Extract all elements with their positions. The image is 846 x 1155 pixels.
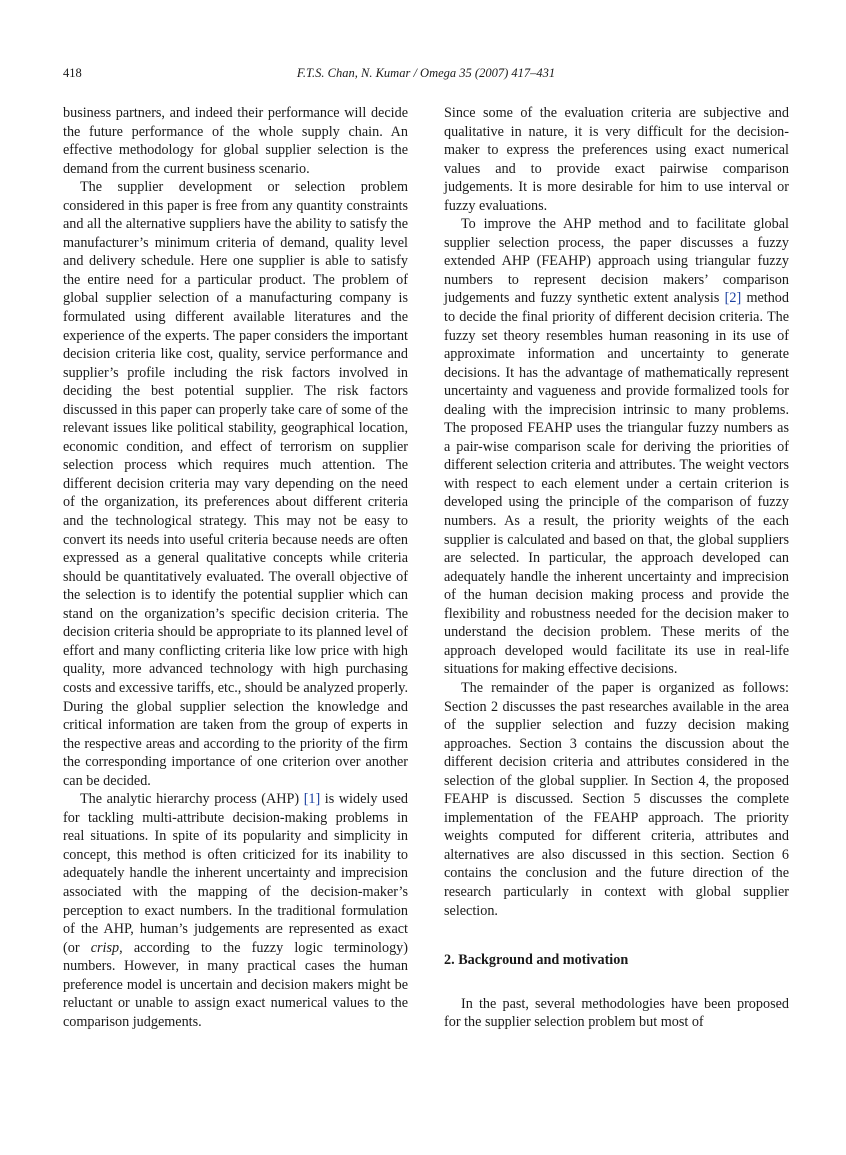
page-header — [63, 66, 789, 86]
text-span: is widely used for tackling multi-attribute decision-making problems in real situations. In spite of its popularity and simplicity in concept, this method is often criticized for its inability to adequately handle the inherent uncertainty and imprecision associated with the mapping of the decision-maker’s perception to exact numbers. In the traditional formulation of the AHP, human’s judgements are represented as exact (or — [63, 791, 408, 956]
text-span: method to decide the final priority of different decision criteria. The fuzzy set theory resembles human reasoning in its use of approximate information and uncertainty to generate decisions. It has the advantage of mathematically represent uncertainty and vagueness and provide formalized tools for dealing with the imprecision intrinsic to many problems. The proposed FEAHP uses the triangular fuzzy numbers as a pair-wise comparison scale for deriving the priorities of different selection criteria and attributes. The weight vectors with respect to each element under a certain criterion is developed using the principle of the comparison of fuzzy numbers. As a result, the priority weights of the each supplier is calculated and based on that, the global suppliers are selected. In particular, the approach developed can adequately handle the inherent uncertainty and imprecision of the human decision making process and provide the flexibility and robustness needed for the decision maker to understand the decision problem. These merits of the approach developed would facilitate its use in real-life situations for making effective decisions. — [444, 290, 789, 678]
spacer — [444, 920, 789, 951]
citation-link[interactable]: [1] — [303, 791, 321, 808]
paragraph — [444, 215, 789, 679]
paragraph: business partners, and indeed their performance will decide the future performance of the whole supply chain. An effective methodology for global supplier selection is the demand from the current business scenario. — [63, 105, 408, 177]
text-span: To improve the AHP method and to facilitate global supplier selection process, the paper discusses a fuzzy extended AHP (FEAHP) approach using triangular fuzzy numbers to represent decision makers’ comparison judgements and fuzzy synthetic extent analysis — [444, 216, 789, 307]
section-heading: 2. Background and motivation — [444, 952, 629, 969]
paragraph — [63, 790, 408, 1031]
paragraph: The supplier development or selection problem considered in this paper is free from any quantity constraints and all the alternative suppliers have the ability to satisfy the manufacturer’s minimum criteria of demand, quality level and delivery schedule. Here one supplier is able to satisfy the entire need for a particular product. The problem of global supplier selection of a manufacturing company is formulated using different available literatures and the experience of the experts. The paper considers the important decision criteria like cost, quality, service performance and supplier’s profile including the risk factors involved in deciding the best potential supplier. The risk factors discussed in this paper can properly take care of some of the relevant issues like political stability, geographical location, economic condition, and effect of terrorism on supplier selection process which requires much attention. The different decision criteria may vary depending on the need of the organization, its preferences about different criteria and the technological strategy. This may not be easy to convert its needs into useful criteria because needs are often expressed as a general qualitative concepts while criteria should be quantitatively evaluated. The overall objective of the selection is to identify the potential supplier which can stand on the organization’s specific decision criteria. The decision criteria should be appropriate to its planned level of effort and many conflicting criteria like low price with high quality, more advanced technology with high purchasing costs and excessive tariffs, etc., should be analyzed properly. During the global supplier selection the knowledge and critical information are taken from the group of experts in the respective areas and according to the priority of the firm the corresponding importance of one criterion over another can be decided. — [63, 179, 408, 789]
page-number: 418 — [63, 66, 82, 80]
left-column — [63, 104, 408, 1031]
right-column — [444, 104, 789, 1032]
text-span: The analytic hierarchy process (AHP) — [80, 791, 304, 808]
paragraph: In the past, several methodologies have been proposed for the supplier selection problem but most of — [444, 995, 789, 1031]
spacer — [444, 970, 789, 995]
running-head: F.T.S. Chan, N. Kumar / Omega 35 (2007) 417–431 — [296, 66, 556, 80]
paragraph: Since some of the evaluation criteria are subjective and qualitative in nature, it is very difficult for the decision-maker to express the preferences using exact numerical values and to provide exact pairwise comparison judgements. It is more desirable for him to use interval or fuzzy evaluations. — [444, 105, 789, 214]
citation-link[interactable]: [2] — [724, 290, 742, 307]
text-span: , according to the fuzzy logic terminology) numbers. However, in many practical cases the human preference model is uncertain and decision makers might be reluctant or unable to assign exact numerical values to the comparison judgements. — [63, 939, 408, 1030]
emphasis-text: crisp — [90, 939, 120, 956]
paragraph: The remainder of the paper is organized as follows: Section 2 discusses the past researches available in the area of the supplier selection and fuzzy decision making approaches. Section 3 contains the discussion about the different decision criteria and attributes considered in the selection of the global supplier. In Section 4, the proposed FEAHP is discussed. Section 5 discusses the complete implementation of the FEAHP approach. The priority weights computed for different criteria, attributes and alternatives are also discussed in this section. Section 6 contains the conclusion and the future direction of the research particularly in context with global supplier selection. — [444, 679, 789, 919]
